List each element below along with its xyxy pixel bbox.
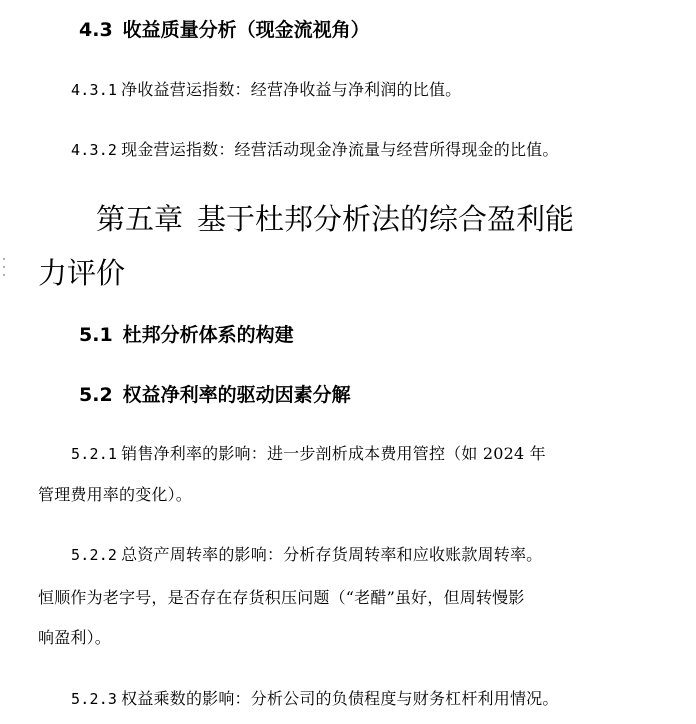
heading-5-1 — [79, 323, 294, 347]
item-text: 销售净利率的影响：进一步剖析成本费用管控（如 2024 年 — [121, 444, 546, 463]
paragraph-5-2-2 — [71, 544, 542, 566]
paragraph-4-3-1 — [71, 79, 461, 101]
heading-number: 4.3 — [79, 19, 113, 41]
heading-5-2 — [79, 383, 351, 407]
item-number: 5.2.1 — [71, 445, 118, 463]
chapter-number: 第五章 — [96, 202, 184, 236]
chapter-5-heading — [38, 192, 638, 300]
heading-text: 杜邦分析体系的构建 — [122, 324, 294, 346]
item-text: 总资产周转率的影响：分析存货周转率和应收账款周转率。 — [121, 545, 543, 564]
chapter-title-line-2: 力评价 — [38, 256, 126, 290]
item-number: 5.2.2 — [71, 546, 118, 564]
heading-text: 收益质量分析（现金流视角） — [122, 19, 370, 41]
item-number: 5.2.3 — [71, 690, 118, 708]
paragraph-5-2-2-continued: 恒顺作为老字号，是否存在存货积压问题（“老醋”虽好，但周转慢影 — [38, 588, 525, 607]
item-text: 权益乘数的影响：分析公司的负债程度与财务杠杆利用情况。 — [121, 689, 559, 708]
item-text: 现金营运指数：经营活动现金净流量与经营所得现金的比值。 — [121, 140, 559, 159]
handle-dot — [3, 274, 5, 276]
item-text: 净收益营运指数：经营净收益与净利润的比值。 — [121, 80, 462, 99]
paragraph-5-2-1 — [71, 443, 546, 465]
paragraph-5-2-2-continued-2: 响盈利）。 — [38, 628, 112, 647]
handle-dot — [3, 258, 5, 260]
paragraph-drag-handle[interactable] — [2, 258, 6, 276]
paragraph-5-2-1-continued: 管理费用率的变化）。 — [38, 485, 193, 504]
heading-number: 5.1 — [79, 324, 113, 346]
heading-4-3 — [79, 18, 370, 42]
paragraph-4-3-2 — [71, 139, 559, 161]
heading-text: 权益净利率的驱动因素分解 — [122, 384, 351, 406]
chapter-title-line-1 — [38, 192, 638, 246]
heading-number: 5.2 — [79, 384, 113, 406]
paragraph-5-2-3 — [71, 688, 559, 710]
item-number: 4.3.2 — [71, 141, 118, 159]
chapter-title-text: 基于杜邦分析法的综合盈利能 — [197, 202, 575, 236]
item-number: 4.3.1 — [71, 81, 118, 99]
handle-dot — [3, 266, 5, 268]
